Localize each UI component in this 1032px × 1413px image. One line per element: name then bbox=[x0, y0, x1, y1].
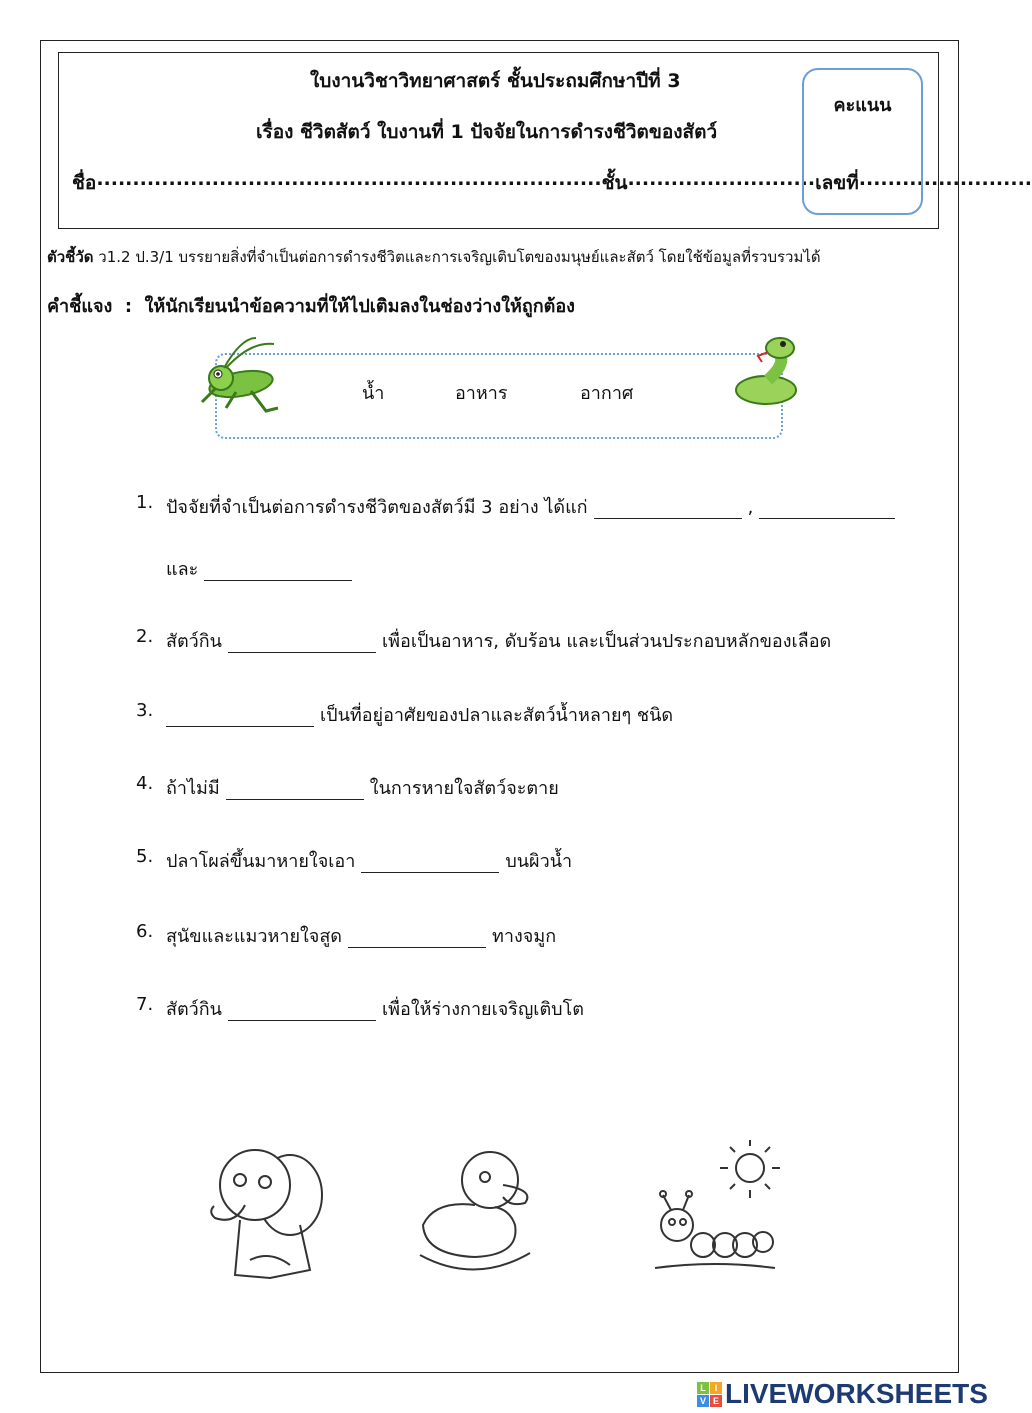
score-label: คะแนน bbox=[833, 95, 892, 116]
logo-letter: E bbox=[710, 1395, 722, 1407]
question-number: 1. bbox=[136, 492, 154, 513]
logo-letter: L bbox=[697, 1382, 709, 1394]
question-text: เป็นที่อยู่อาศัยของปลาและสัตว์น้ำหลายๆ ชนิด bbox=[320, 705, 674, 726]
snake-icon bbox=[728, 332, 804, 406]
question-6 bbox=[136, 921, 557, 950]
answer-blank[interactable] bbox=[166, 707, 314, 727]
answer-blank[interactable] bbox=[361, 853, 499, 873]
question-7 bbox=[136, 994, 584, 1023]
question-number: 5. bbox=[136, 846, 154, 867]
question-text: เพื่อเป็นอาหาร, ดับร้อน และเป็นส่วนประกอบหลักของเลือด bbox=[382, 631, 832, 652]
question-number: 4. bbox=[136, 773, 154, 794]
question-text: ปลาโผล่ขึ้นมาหายใจเอา bbox=[166, 851, 356, 872]
separator: , bbox=[747, 497, 754, 518]
name-field[interactable]: ...................................................................... bbox=[96, 168, 602, 190]
question-3 bbox=[136, 700, 674, 729]
answer-blank[interactable] bbox=[228, 1001, 376, 1021]
question-2 bbox=[136, 626, 832, 655]
score-box bbox=[802, 68, 923, 215]
worksheet-subtitle: เรื่อง ชีวิตสัตว์ ใบงานที่ 1 ปัจจัยในการดำรงชีวิตของสัตว์ bbox=[256, 121, 718, 143]
caterpillar-with-sun-icon bbox=[645, 1140, 785, 1280]
question-number: 3. bbox=[136, 700, 154, 721]
grasshopper-icon bbox=[196, 336, 284, 418]
class-label: ชั้น bbox=[601, 172, 628, 194]
instruction-sep: : bbox=[112, 296, 145, 317]
instruction-text: ให้นักเรียนนำข้อความที่ให้ไปเติมลงในช่องว่างให้ถูกต้อง bbox=[144, 296, 575, 317]
question-5 bbox=[136, 846, 573, 875]
question-number: 2. bbox=[136, 626, 154, 647]
question-text: เพื่อให้ร่างกายเจริญเติบโต bbox=[382, 999, 584, 1020]
question-number: 6. bbox=[136, 921, 154, 942]
question-text: ถ้าไม่มี bbox=[166, 778, 220, 799]
liveworksheets-logo bbox=[697, 1378, 988, 1410]
question-text: สัตว์กิน bbox=[166, 631, 222, 652]
instruction-label: คำชี้แจง bbox=[47, 296, 113, 317]
class-field[interactable]: .......................... bbox=[627, 168, 816, 190]
elephant-icon bbox=[200, 1140, 330, 1290]
logo-letter: I bbox=[710, 1382, 722, 1394]
answer-blank[interactable] bbox=[204, 561, 352, 581]
logo-text: LIVEWORKSHEETS bbox=[725, 1378, 988, 1409]
question-1-line-2 bbox=[166, 554, 358, 583]
worksheet-title: ใบงานวิชาวิทยาศาสตร์ ชั้นประถมศึกษาปีที่ 3 bbox=[310, 70, 681, 92]
indicator-label: ตัวชี้วัด bbox=[47, 248, 94, 266]
word-bank-item[interactable]: อาหาร bbox=[455, 383, 508, 404]
word-bank-item[interactable]: อากาศ bbox=[580, 383, 634, 404]
answer-blank[interactable] bbox=[759, 499, 895, 519]
answer-blank[interactable] bbox=[226, 780, 364, 800]
question-text: สัตว์กิน bbox=[166, 999, 222, 1020]
word-bank-item[interactable]: น้ำ bbox=[362, 383, 385, 404]
answer-blank[interactable] bbox=[348, 928, 486, 948]
answer-blank[interactable] bbox=[594, 499, 742, 519]
number-field[interactable]: ........................ bbox=[858, 168, 1032, 190]
question-text: สุนัขและแมวหายใจสูด bbox=[166, 926, 343, 947]
answer-blank[interactable] bbox=[228, 633, 376, 653]
question-text: และ bbox=[166, 559, 199, 580]
indicator bbox=[47, 245, 821, 269]
question-text: ทางจมูก bbox=[492, 926, 557, 947]
logo-letter: V bbox=[697, 1395, 709, 1407]
indicator-text: ว1.2 ป.3/1 บรรยายสิ่งที่จำเป็นต่อการดำรงชีวิตและการเจริญเติบโตของมนุษย์และสัตว์ โดยใช้ข้อมูลที่รวบรวมได้ bbox=[93, 248, 821, 266]
question-1 bbox=[136, 492, 901, 521]
duck-icon bbox=[415, 1145, 540, 1285]
question-text: ในการหายใจสัตว์จะตาย bbox=[369, 778, 559, 799]
logo-mark bbox=[697, 1382, 722, 1407]
question-number: 7. bbox=[136, 994, 154, 1015]
number-label: เลขที่ bbox=[815, 172, 859, 194]
question-4 bbox=[136, 773, 559, 802]
question-text: ปัจจัยที่จำเป็นต่อการดำรงชีวิตของสัตว์มี 3 อย่าง ได้แก่ bbox=[166, 497, 588, 518]
question-text: บนผิวน้ำ bbox=[505, 851, 573, 872]
instruction bbox=[47, 291, 575, 320]
name-label: ชื่อ bbox=[72, 172, 97, 194]
